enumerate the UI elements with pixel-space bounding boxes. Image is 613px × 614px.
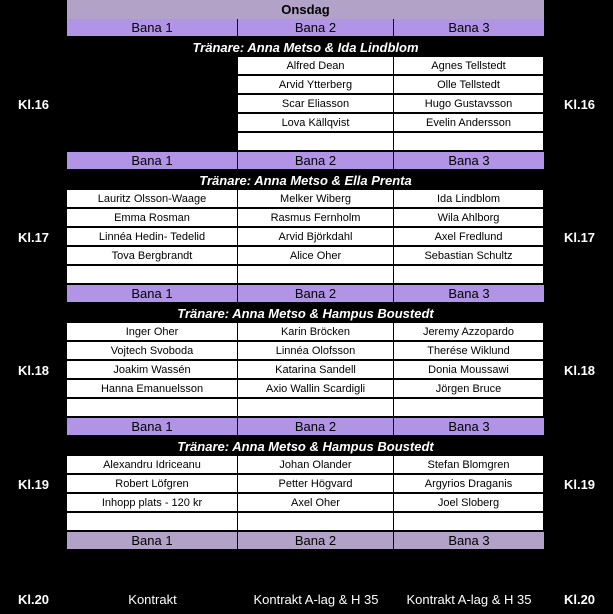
table-cell[interactable]: Stefan Blomgren (394, 456, 544, 474)
bana-header-2: Bana 2 (238, 152, 393, 169)
contract-cell: Kontrakt A-lag & H 35 (406, 592, 532, 607)
table-cell[interactable]: Alfred Dean (238, 57, 394, 75)
table-cell[interactable]: Lova Källqvist (238, 114, 394, 132)
table-cell[interactable] (67, 513, 238, 531)
table-cell[interactable] (394, 513, 544, 531)
bana-header-2: Bana 2 (238, 532, 393, 549)
table-cell[interactable] (238, 266, 394, 284)
table-cell[interactable]: Rasmus Fernholm (238, 209, 394, 227)
trainer-title: Tränare: Anna Metso & Ella Prenta (199, 173, 412, 188)
bana-header-3: Bana 3 (394, 532, 544, 549)
bana-header-3: Bana 3 (394, 152, 544, 169)
trainer-title: Tränare: Anna Metso & Hampus Boustedt (177, 306, 434, 321)
table-cell[interactable] (394, 399, 544, 417)
table-cell[interactable]: Alice Oher (238, 247, 394, 265)
day-title: Onsdag (67, 0, 544, 19)
table-cell[interactable]: Lauritz Olsson-Waage (67, 190, 238, 208)
bana-header-2: Bana 2 (238, 19, 393, 36)
table-cell[interactable]: Arvid Ytterberg (238, 76, 394, 94)
table-cell[interactable]: Olle Tellstedt (394, 76, 544, 94)
table-cell[interactable]: Alexandru Idriceanu (67, 456, 238, 474)
table-cell[interactable] (67, 399, 238, 417)
table-cell[interactable]: Inhopp plats - 120 kr (67, 494, 238, 512)
bana-header-3: Bana 3 (394, 285, 544, 302)
table-cell[interactable]: Petter Högvard (238, 475, 394, 493)
table-cell[interactable]: Hugo Gustavsson (394, 95, 544, 113)
table-cell[interactable] (238, 399, 394, 417)
table-cell[interactable]: Axel Oher (238, 494, 394, 512)
table-cell[interactable] (238, 133, 394, 151)
table-cell[interactable]: Axio Wallin Scardigli (238, 380, 394, 398)
table-cell[interactable] (394, 133, 544, 151)
table-cell[interactable] (238, 513, 394, 531)
table-cell[interactable]: Hanna Emanuelsson (67, 380, 238, 398)
table-cell[interactable]: Johan Olander (238, 456, 394, 474)
time-label-left: Kl.18 (17, 363, 50, 378)
table-cell[interactable]: Joakim Wassén (67, 361, 238, 379)
time-label-right: Kl.16 (563, 97, 596, 112)
trainer-title: Tränare: Anna Metso & Hampus Boustedt (177, 439, 434, 454)
table-cell[interactable]: Jörgen Bruce (394, 380, 544, 398)
table-cell[interactable]: Scar Eliasson (238, 95, 394, 113)
bana-header-3: Bana 3 (394, 418, 544, 435)
bana-header-1: Bana 1 (67, 418, 237, 435)
time-label-left: Kl.19 (17, 477, 50, 492)
table-cell[interactable]: Inger Oher (67, 323, 238, 341)
table-cell[interactable]: Jeremy Azzopardo (394, 323, 544, 341)
time-label-right: Kl.19 (563, 477, 596, 492)
table-cell[interactable]: Sebastian Schultz (394, 247, 544, 265)
bana-header-1: Bana 1 (67, 19, 237, 36)
trainer-title: Tränare: Anna Metso & Ida Lindblom (192, 40, 419, 55)
table-cell[interactable]: Argyrios Draganis (394, 475, 544, 493)
contract-cell: Kontrakt (128, 592, 177, 607)
time-label-left: Kl.20 (17, 592, 50, 607)
table-cell[interactable]: Linnéa Hedin- Tedelid (67, 228, 238, 246)
table-cell[interactable]: Donia Moussawi (394, 361, 544, 379)
bana-header-1: Bana 1 (67, 532, 237, 549)
table-cell[interactable]: Agnes Tellstedt (394, 57, 544, 75)
bana-header-2: Bana 2 (238, 418, 393, 435)
time-label-right: Kl.20 (563, 592, 596, 607)
table-cell[interactable]: Therése Wiklund (394, 342, 544, 360)
contract-cell: Kontrakt A-lag & H 35 (253, 592, 379, 607)
table-cell[interactable]: Evelin Andersson (394, 114, 544, 132)
table-cell[interactable]: Robert Löfgren (67, 475, 238, 493)
time-label-right: Kl.17 (563, 230, 596, 245)
table-cell[interactable]: Linnéa Olofsson (238, 342, 394, 360)
time-label-right: Kl.18 (563, 363, 596, 378)
table-cell[interactable] (67, 266, 238, 284)
bana-header-2: Bana 2 (238, 285, 393, 302)
bana-header-1: Bana 1 (67, 285, 237, 302)
bana-header-1: Bana 1 (67, 152, 237, 169)
table-cell[interactable]: Axel Fredlund (394, 228, 544, 246)
table-cell[interactable]: Wila Ahlborg (394, 209, 544, 227)
time-label-left: Kl.16 (17, 97, 50, 112)
table-cell[interactable]: Melker Wiberg (238, 190, 394, 208)
table-cell[interactable]: Vojtech Svoboda (67, 342, 238, 360)
table-cell[interactable]: Arvid Björkdahl (238, 228, 394, 246)
table-cell[interactable]: Tova Bergbrandt (67, 247, 238, 265)
table-cell[interactable]: Emma Rosman (67, 209, 238, 227)
table-cell[interactable]: Karin Bröcken (238, 323, 394, 341)
table-cell[interactable]: Ida Lindblom (394, 190, 544, 208)
bana-header-3: Bana 3 (394, 19, 544, 36)
table-cell[interactable]: Joel Sloberg (394, 494, 544, 512)
table-cell[interactable] (394, 266, 544, 284)
table-cell[interactable]: Katarina Sandell (238, 361, 394, 379)
time-label-left: Kl.17 (17, 230, 50, 245)
